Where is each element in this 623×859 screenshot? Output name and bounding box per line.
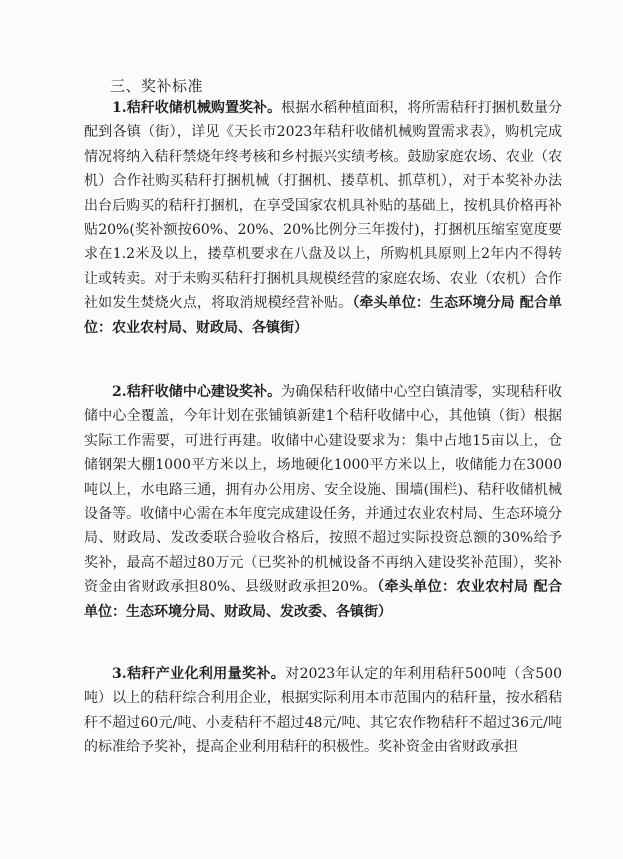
item-body: 根据水稻种植面积，将所需秸秆打捆机数量分配到各镇（街），详见《天长市2023年秸秆收储机械购置需求表》，购机完成情况将纳入秸秆禁烧年终考核和乡村振兴实绩考核。鼓励家庭农场、农业（农机）合作社购买秸秆打捆机械（打捆机、搂草机、抓草机），对于本奖补办法出台后购买的秸秆打捆机，在享受国家农机具补贴的基础上，按机具价格再补贴20%(奖补额按60%、20%、20%比例分三年拨付)，打捆机压缩室宽度要求在1.2米及以上，搂草机要求在八盘及以上，所购机具原则上2年内不得转让或转卖。对于未购买秸秆打捆机具规模经营的家庭农场、农业（农机）合作社如发生焚烧火点，将取消规模经营补贴。 <box>84 100 562 312</box>
item-lead-units: （牵头单位：农业农村局 配合单位：生态环境分局、财政局、发改委、各镇街） <box>84 579 563 620</box>
paragraph-utilization-subsidy <box>84 662 562 760</box>
paragraph-storage-center-subsidy <box>84 380 562 624</box>
paragraph-machinery-subsidy <box>84 96 562 340</box>
item-title: 3.秸秆产业化利用量奖补。 <box>112 666 286 682</box>
item-body: 对2023年认定的年利用秸秆500吨（含500吨）以上的秸秆综合利用企业，根据实际利用本市范围内的秸秆量，按水稻秸秆不超过60元/吨、小麦秸秆不超过48元/吨、其它农作物秸秆不超过36元/吨的标准给予奖补，提高企业利用秸秆的积极性。奖补资金由省财政承担 <box>84 666 562 756</box>
item-body: 为确保秸秆收储中心空白镇清零，实现秸秆收储中心全覆盖，今年计划在张铺镇新建1个秸秆收储中心，其他镇（街）根据实际工作需要，可进行再建。收储中心建设要求为：集中占地15亩以上，仓储钢架大棚1000平方米以上，场地硬化1000平方米以上，收储能力在3000吨以上，水电路三通，拥有办公用房、安全设施、围墙(围栏)、秸秆收储机械设备等。收储中心需在本年度完成建设任务，并通过农业农村局、生态环境分局、财政局、发改委联合验收合格后，按照不超过实际投资总额的30%给予奖补，最高不超过80万元（已奖补的机械设备不再纳入建设奖补范围），奖补资金由省财政承担80%、县级财政承担20%。 <box>84 384 562 596</box>
item-title: 1.秸秆收储机械购置奖补。 <box>112 100 282 116</box>
section-heading: 三、奖补标准 <box>110 77 204 95</box>
item-title: 2.秸秆收储中心建设奖补。 <box>112 384 282 400</box>
item-lead-units: （牵头单位：生态环境分局 配合单位：农业农村局、财政局、各镇街） <box>84 295 563 336</box>
